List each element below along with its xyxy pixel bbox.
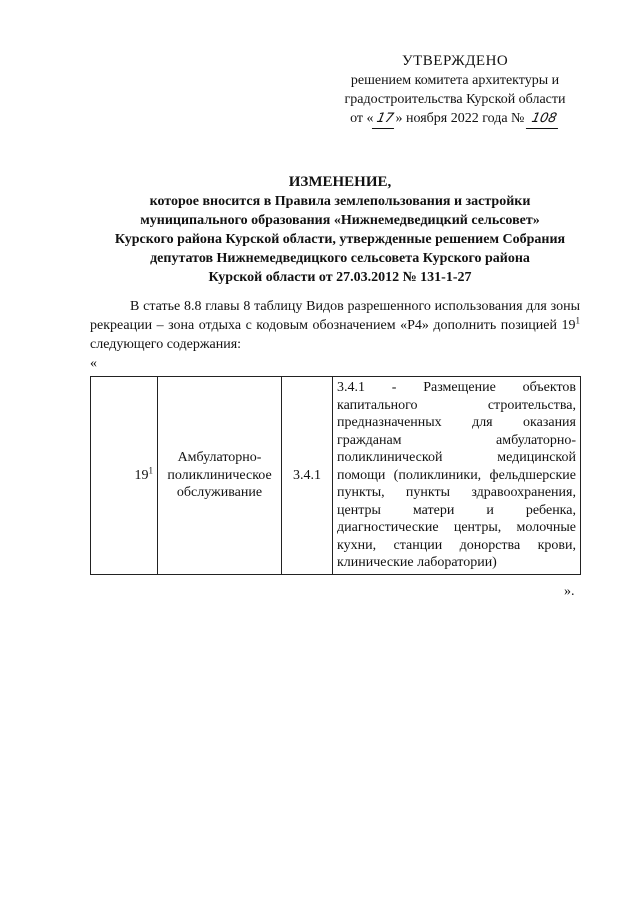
title-line-2: муниципального образования «Нижнемедведицкий сельсовет» xyxy=(140,213,540,228)
para-text-end: следующего содержания: xyxy=(90,337,242,352)
use-name-line-1: Амбулаторно- xyxy=(177,450,262,465)
use-name-line-3: обслуживание xyxy=(176,485,263,500)
use-name-line-2: поликлиническое xyxy=(167,467,272,483)
title-line-1: которое вносится в Правила землепользования и застройки xyxy=(149,194,531,209)
document-title xyxy=(70,173,610,287)
approval-heading: УТВЕРЖДЕНО xyxy=(402,53,509,69)
date-mid: » ноября 2022 года № xyxy=(395,111,525,126)
date-prefix: от « xyxy=(350,111,374,126)
approval-date-line xyxy=(330,109,580,129)
para-text-start: В статье 8.8 главы 8 таблицу Видов разрешенного использования для зоны рекреации – зона отдыха с кодовым обозначением «Р4» дополнить позицией 19 xyxy=(90,299,580,333)
table-row xyxy=(91,377,581,575)
use-name-cell xyxy=(158,377,282,575)
closing-quote: ». xyxy=(564,584,575,599)
title-line-5: Курской области от 27.03.2012 № 131-1-27 xyxy=(208,270,472,285)
amendment-paragraph xyxy=(90,297,580,354)
opening-quote: « xyxy=(90,356,97,371)
position-table xyxy=(90,376,581,575)
description-cell: 3.4.1 - Размещение объектов капитального строительства, предназначенных для оказания гражданам амбулаторно-поликлинической медицинской помощи (поликлиники, фельдшерские пункты, пункты здравоохранения, центры матери и ребенка, диагностические центры, молочные кухни, станции донорства крови, клинические лаборатории) xyxy=(333,377,581,575)
handwritten-day: 17 xyxy=(371,109,397,129)
approval-block xyxy=(330,52,580,129)
para-superscript: 1 xyxy=(575,315,580,326)
handwritten-doc-number: 108 xyxy=(526,109,562,129)
title-line-4: депутатов Нижнемедведицкого сельсовета Курского района xyxy=(150,251,530,266)
row-number: 19 xyxy=(134,467,149,483)
title-main: ИЗМЕНЕНИЕ, xyxy=(288,174,392,190)
approval-line-2: градостроительства Курской области xyxy=(344,92,566,107)
title-line-3: Курского района Курской области, утвержденные решением Собрания xyxy=(114,232,566,247)
row-number-cell xyxy=(91,377,158,575)
code-cell: 3.4.1 xyxy=(282,377,333,575)
row-number-superscript: 1 xyxy=(148,464,153,475)
approval-line-1: решением комитета архитектуры и xyxy=(350,73,560,88)
